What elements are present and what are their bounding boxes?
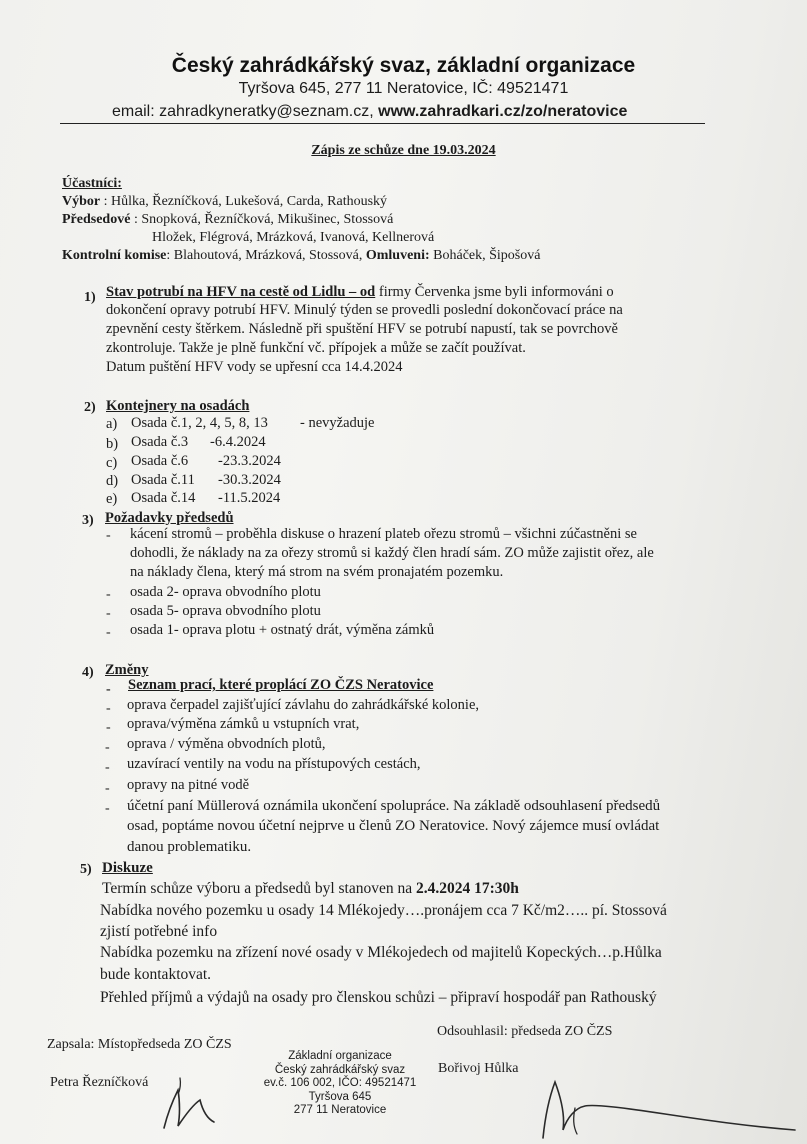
section-1-line: Datum puštění HFV vody se upřesní cca 14.4.2024 (106, 359, 403, 375)
section-5-line: Nabídka nového pozemku u osady 14 Mlékojedy….pronájem cca 7 Kč/m2….. pí. Stossová (100, 902, 667, 919)
bullet-dash: - (106, 720, 111, 735)
komise-names: : Blahoutová, Mrázková, Stossová, (166, 248, 366, 263)
predsedove-names-2: Hložek, Flégrová, Mrázková, Ivanová, Kellnerová (152, 230, 435, 245)
section-3-line: dohodli, že náklady na za ořezy stromů si každý člen hradí sám. ZO může zajistit ořez, ale (130, 545, 654, 561)
osada-value: -11.5.2024 (218, 490, 281, 506)
participants-komise (62, 248, 540, 264)
section-4-subtitle: Seznam prací, které proplácí ZO ČZS Neratovice (128, 677, 434, 693)
stamp-line: 277 11 Neratovice (293, 1104, 387, 1116)
stamp-line: Tyršova 645 (308, 1090, 372, 1103)
section-5-line-1 (102, 880, 519, 898)
section-5-line: bude kontaktovat. (100, 966, 212, 983)
section-3-item: osada 5- oprava obvodního plotu (130, 603, 321, 619)
predsedove-label: Předsedové (62, 212, 131, 227)
section-4-last-line: účetní paní Müllerová oznámila ukončení spolupráce. Na základě odsouhlasení předsedů (127, 798, 661, 814)
osada-name: Osada č.1, 2, 4, 5, 8, 13 (131, 415, 268, 431)
document-title: Zápis ze schůze dne 19.03.2024 (311, 143, 496, 158)
section-4-item: oprava / výměna obvodních plotů, (127, 736, 326, 752)
section-5-number: 5) (80, 862, 92, 877)
recorder-signature (150, 1060, 230, 1140)
osada-name: Osada č.3 (131, 434, 189, 450)
section-3-title: Požadavky předsedů (105, 510, 234, 526)
header-divider (60, 123, 705, 124)
list-item-letter: e) (106, 491, 118, 507)
bullet-dash: - (106, 587, 111, 602)
bullet-dash: - (105, 781, 110, 796)
approver-signature (505, 1068, 807, 1144)
meeting-date: 2.4.2024 17:30h (416, 880, 519, 897)
section-1-line: dokončení opravy potrubí HFV. Minulý týden se provedli poslední dokončovací práce na (106, 302, 623, 318)
section-1-heading: Stav potrubí na HFV na cestě od Lidlu – od (106, 284, 376, 300)
section-4-title: Změny (105, 662, 149, 678)
section-1-title-rest: firmy Červenka jsme byli informováni o (375, 284, 614, 300)
approver-role: Odsouhlasil: předseda ZO ČZS (437, 1024, 613, 1039)
section-3-line: na náklady člena, který má strom na svém pronajatém pozemku. (130, 564, 504, 580)
section-3-item: osada 1- oprava plotu + ostnatý drát, výměna zámků (130, 622, 435, 638)
section-4-last-line: osad, poptáme novou účetní nejprve u členů ZO Neratovice. Nový zájemce musí ovládat (127, 818, 660, 834)
recorder-name: Petra Řezníčková (50, 1075, 149, 1090)
participants-heading: Účastníci: (62, 176, 122, 191)
bullet-dash: - (105, 801, 110, 816)
omluveni-names: Boháček, Šipošová (429, 248, 541, 263)
osada-value: -6.4.2024 (210, 434, 266, 450)
organization-stamp (230, 1050, 450, 1118)
section-4-item: oprava/výměna zámků u vstupních vrat, (127, 716, 360, 732)
section-1-line: zkontroluje. Takže je plně funkční vč. přípojek a může se začít používat. (106, 340, 526, 356)
website-link: www.zahradkari.cz/zo/neratovice (378, 103, 628, 120)
bullet-dash: - (106, 625, 111, 640)
osada-name: Osada č.14 (131, 490, 196, 506)
vybor-names: : Hůlka, Řezníčková, Lukešová, Carda, Rathouský (100, 194, 388, 209)
list-item-letter: d) (106, 473, 119, 489)
section-3-line: kácení stromů – proběhla diskuse o hrazení plateb ořezu stromů – všichni zúčastněni se (130, 526, 637, 542)
participants-predsedove (62, 212, 393, 228)
org-contact (112, 103, 627, 121)
section-3-item: osada 2- oprava obvodního plotu (130, 584, 321, 600)
bullet-dash: - (105, 740, 110, 755)
section-1-number: 1) (84, 290, 96, 305)
osada-value: - nevyžaduje (300, 415, 375, 431)
list-item-letter: a) (106, 416, 118, 432)
approver-name: Bořivoj Hůlka (438, 1061, 519, 1076)
bullet-dash: - (106, 606, 111, 621)
section-1-line: zpevnění cesty štěrkem. Následně při spuštění HFV se potrubí napustí, tak se povrchově (106, 321, 618, 337)
section-5-line: Nabídka pozemku na zřízení nové osady v Mlékojedech od majitelů Kopeckých…p.Hůlka (100, 944, 662, 961)
section-5-title: Diskuze (102, 860, 153, 876)
list-item-letter: b) (106, 436, 119, 452)
bullet-dash: - (106, 682, 111, 697)
osada-name: Osada č.6 (131, 453, 189, 469)
org-name: Český zahrádkářský svaz, základní organizace (171, 54, 636, 77)
komise-label: Kontrolní komise (62, 248, 167, 263)
list-item-letter: c) (106, 455, 118, 471)
section-1-title (106, 284, 614, 301)
vybor-label: Výbor (62, 194, 101, 209)
section-4-item: uzavírací ventily na vodu na přístupových cestách, (127, 756, 421, 772)
predsedove-names-1: : Snopková, Řezníčková, Mikušinec, Stossová (130, 212, 394, 227)
stamp-line: Český zahrádkářský svaz (274, 1063, 406, 1076)
osada-value: -23.3.2024 (218, 453, 281, 469)
bullet-dash: - (106, 701, 111, 716)
section-4-item: opravy na pitné vodě (127, 777, 250, 793)
section-4-last-line: danou problematiku. (127, 839, 252, 855)
section-3-number: 3) (82, 513, 94, 528)
meeting-text: Termín schůze výboru a předsedů byl stanoven na (102, 880, 416, 897)
section-2-number: 2) (84, 400, 96, 415)
recorder-role: Zapsala: Místopředseda ZO ČZS (47, 1037, 232, 1052)
omluveni-label: Omluveni: (365, 248, 430, 263)
participants-vybor (62, 194, 387, 210)
stamp-line: Základní organizace (288, 1050, 392, 1062)
org-address: Tyršova 645, 277 11 Neratovice, IČ: 49521471 (238, 80, 569, 97)
section-5-line: zjistí potřebné info (100, 923, 218, 940)
email-text: email: zahradkyneratky@seznam.cz, (112, 103, 379, 120)
osada-value: -30.3.2024 (218, 472, 281, 488)
section-5-line: Přehled příjmů a výdajů na osady pro členskou schůzi – připraví hospodář pan Rathouský (100, 989, 657, 1006)
bullet-dash: - (106, 528, 111, 543)
section-4-item: oprava čerpadel zajišťující závlahu do zahrádkářské kolonie, (127, 697, 480, 713)
stamp-line: ev.č. 106 002, IČO: 49521471 (263, 1077, 417, 1089)
section-4-number: 4) (82, 665, 94, 680)
osada-name: Osada č.11 (131, 472, 195, 488)
section-2-title: Kontejnery na osadách (106, 398, 250, 414)
bullet-dash: - (105, 760, 110, 775)
